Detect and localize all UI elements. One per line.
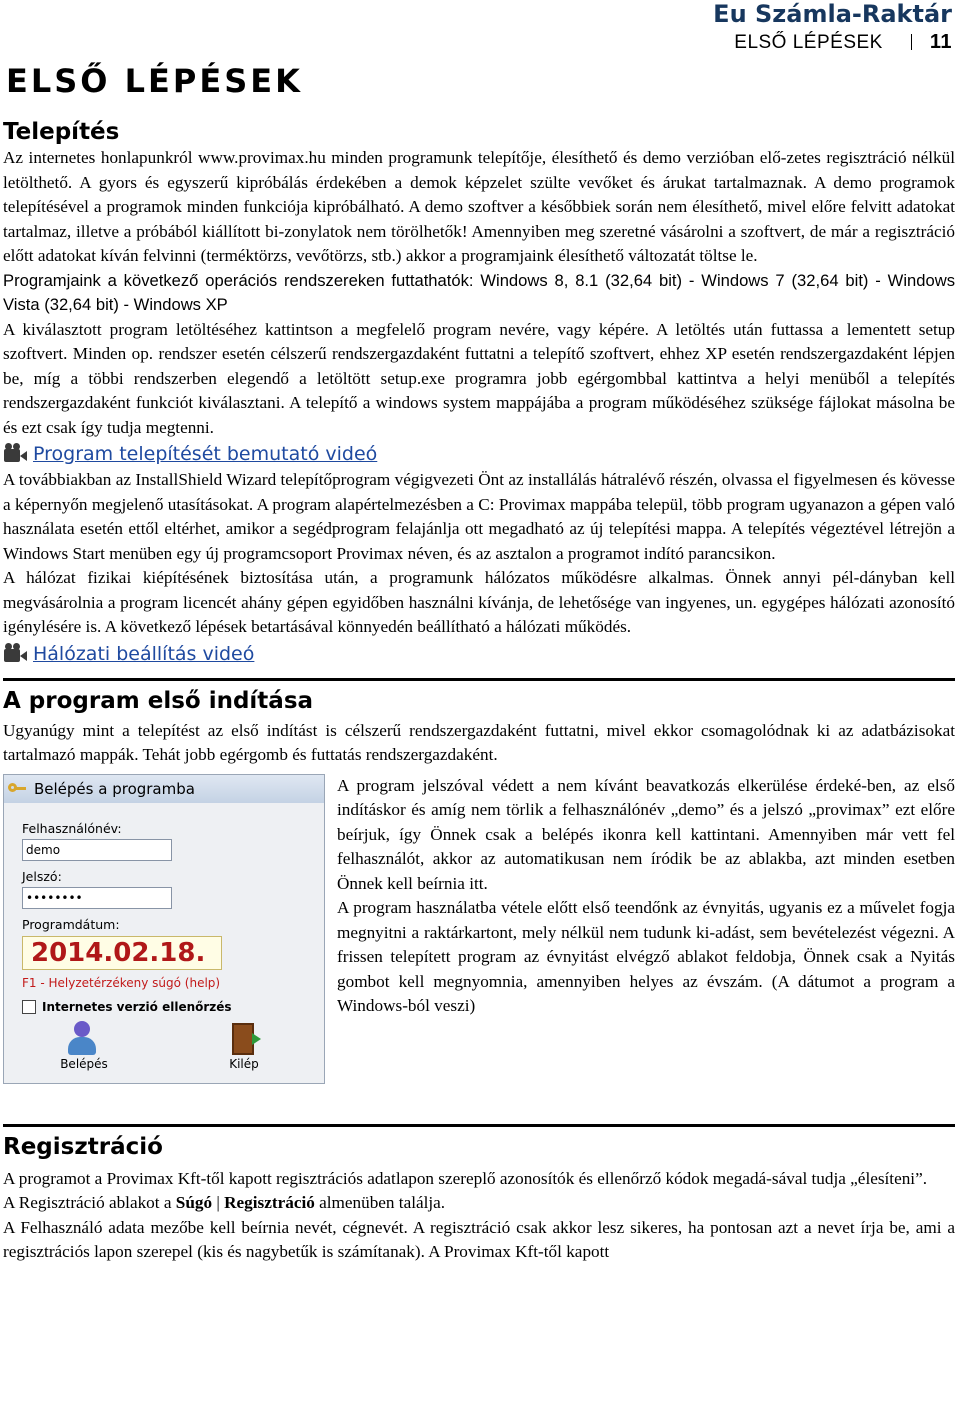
exit-button[interactable] [214,1021,274,1071]
video-camera-icon [3,643,29,665]
section-title-regisztracio: Regisztráció [3,1124,955,1161]
login-button-label: Belépés [60,1056,108,1071]
version-check-checkbox[interactable] [22,1000,306,1014]
username-field[interactable]: demo [22,839,172,861]
paragraph: Programjaink a következő operációs rendszereken futtathatók: Windows 8, 8.1 (32,64 bit) - Windows 7 (32,64 bit) - Windows Vista (32,64 bit) - Windows XP [3,270,955,314]
video-camera-icon [3,443,29,465]
paragraph: A Felhasználó adata mezőbe kell beírnia nevét, cégnevét. A regisztráció csak akkor lesz sikeres, ha pontosan azt a nevet írja be, ami a regisztrációs lapon szerepel (kis és nagybetűk is számítanak). A Provimax Kft-től kapott [3,1217,955,1261]
paragraph: A Regisztráció ablakot a Súgó | Regisztráció almenüben találja. [3,1193,446,1212]
section-title-inditas: A program első indítása [3,678,955,715]
password-label: Jelszó: [22,868,62,884]
paragraph: A továbbiakban az InstallShield Wizard telepítőprogram végigvezeti Önt az installálás hátralévő részén, olvassa el figyelmesen és kövesse a képernyőn megjelenő utasításokat. A program alapértelmezésben a C: Provimax mappába települ, több program ugyanazon a gépen való használata esetén ettől eltérhet, amikor a segédprogram felajánlja ott megadható az új telepítési mappa. A telepítés végeztével létrejön a Windows Start menüben egy új programcsoport Provimax néven, és az asztalon a programot indító parancsikon. [3,470,955,563]
install-video-link[interactable]: Program telepítését bemutató videó [33,443,378,465]
dialog-and-text-row [3,774,955,1084]
section-title-telepites: Telepítés [3,119,120,145]
password-field[interactable]: •••••••• [22,887,172,909]
page-number: 11 [929,31,952,53]
checkbox-box[interactable] [22,1000,36,1014]
app-name: Eu Számla-Raktár [713,0,952,28]
running-title: ELSŐ LÉPÉSEK [734,32,883,53]
dialog-titlebar [4,775,324,803]
video-link-row [3,440,955,468]
user-icon [66,1021,102,1057]
paragraph: Ugyanúgy mint a telepítést az első indítást is célszerű rendszergazdaként futtatni, mivel ekkor csomagolódnak ki az adatbázisokat tartalmazó mappák. Tehát jobb egérgomb és futtatás rendszergazdaként. [3,720,955,764]
paragraph: A program használatba vétele előtt első teendőnk az évnyitás, ugyanis ez a művelet fogja megnyitni a raktárkartont, mely nélkül nem tudunk ki-adást, sem bevételezést végezni. A frissen telepített program az évnyitást elvégző ablakot feldobja, Önnek csak a Nyitás gombot kell megnyomnia, amennyiben helyes az évszám. (A dátumot a program a Windows-ból veszi) [337,898,955,1015]
chapter-title: ELSŐ LÉPÉSEK [6,62,303,100]
login-dialog-screenshot [3,774,325,1084]
dialog-side-text [337,774,955,1084]
paragraph: A hálózat fizikai kiépítésének biztosítása után, a programunk hálózatos működésre alkalmas. Önnek annyi pél-dányban kell megvásárolnia a program licencét ahány gépen egyidőben használni kívánja, de lehetősége van ingyenes, un. egygépes hálózati azonosító igénylésére is. A következő lépések betartásával könnyedén beállítható a hálózati működés. [3,568,955,636]
username-label: Felhasználónév: [22,820,122,836]
network-video-link[interactable]: Hálózati beállítás videó [33,642,255,665]
login-button[interactable] [54,1021,114,1071]
paragraph: A programot a Provimax Kft-től kapott regisztrációs adatlapon szereplő azonosítók és ellenőrző kódok megadá-sával tudja „élesíteni”. [3,1168,928,1188]
program-date-field[interactable]: 2014.02.18. [22,936,222,970]
exit-button-label: Kilép [229,1056,259,1071]
checkbox-label: Internetes verzió ellenőrzés [42,999,232,1014]
door-exit-icon [226,1021,262,1057]
page-header [713,0,952,54]
help-hint: F1 - Helyzetérzékeny súgó (help) [22,975,221,990]
running-header [713,31,952,54]
dialog-title: Belépés a programba [34,779,195,798]
video-link-row [3,640,955,668]
key-icon [8,781,26,797]
paragraph: Az internetes honlapunkról www.provimax.hu minden programunk telepítője, élesíthető és demo verzióban elő-zetes regisztráció nélkül letölthető. A gyors és egyszerű kipróbálás érdekében a demok képzelet szülte vevőket és árukat tartalmaznak. A demo programok telepítésével a programok minden funkciója kipróbálható. A demo szoftver a későbbiek során nem élesíthető, mivel előre felvitt adatokat tartalmaz, illetve a próbából kiállított bi-zonylatok nem törölhetők! Amennyiben meg szeretné vásárolni a szoftvert, de már a regisztráció előtt adatokat kíván felvinni (terméktörzs, vevőtörzs, stb.) akkor a programjaink élesíthető változatát töltse le. [3,148,955,265]
paragraph: A kiválasztott program letöltéséhez kattintson a megfelelő program nevére, vagy képére. A letöltés után futtassa a lementett setup szoftvert. Minden op. rendszer esetén célszerű rendszergazdaként futtatni a telepítő szoftvert, ehhez XP esetén rendszergazdaként lépjen be, míg a többi rendszerben elegendő a letöltött setup.exe programra jobb egérgombbal kattintva a helyi menüből a telepítés rendszergazdaként funkciót kiválasztani. A telepítő a windows system mappájába a program működéséhez szüksége fájlokat másolna be és ezt csak így tudja megtenni. [3,319,955,437]
paragraph: A program jelszóval védett a nem kívánt beavatkozás elkerülése érdeké-ben, az első indításkor és amíg nem törlik a felhasználónév „demo” és a jelszó „provimax” ezt előre beírjuk, így Önnek csak a belépés ikonra kell kattintani. Amennyiben már vett fel felhasználót, akkor az automatikusan nem íródik be az ablakba, azt minden esetben Önnek kell beírnia itt. [337,775,955,893]
date-label: Programdátum: [22,916,120,932]
header-separator [911,34,912,50]
page-content [3,118,955,1265]
